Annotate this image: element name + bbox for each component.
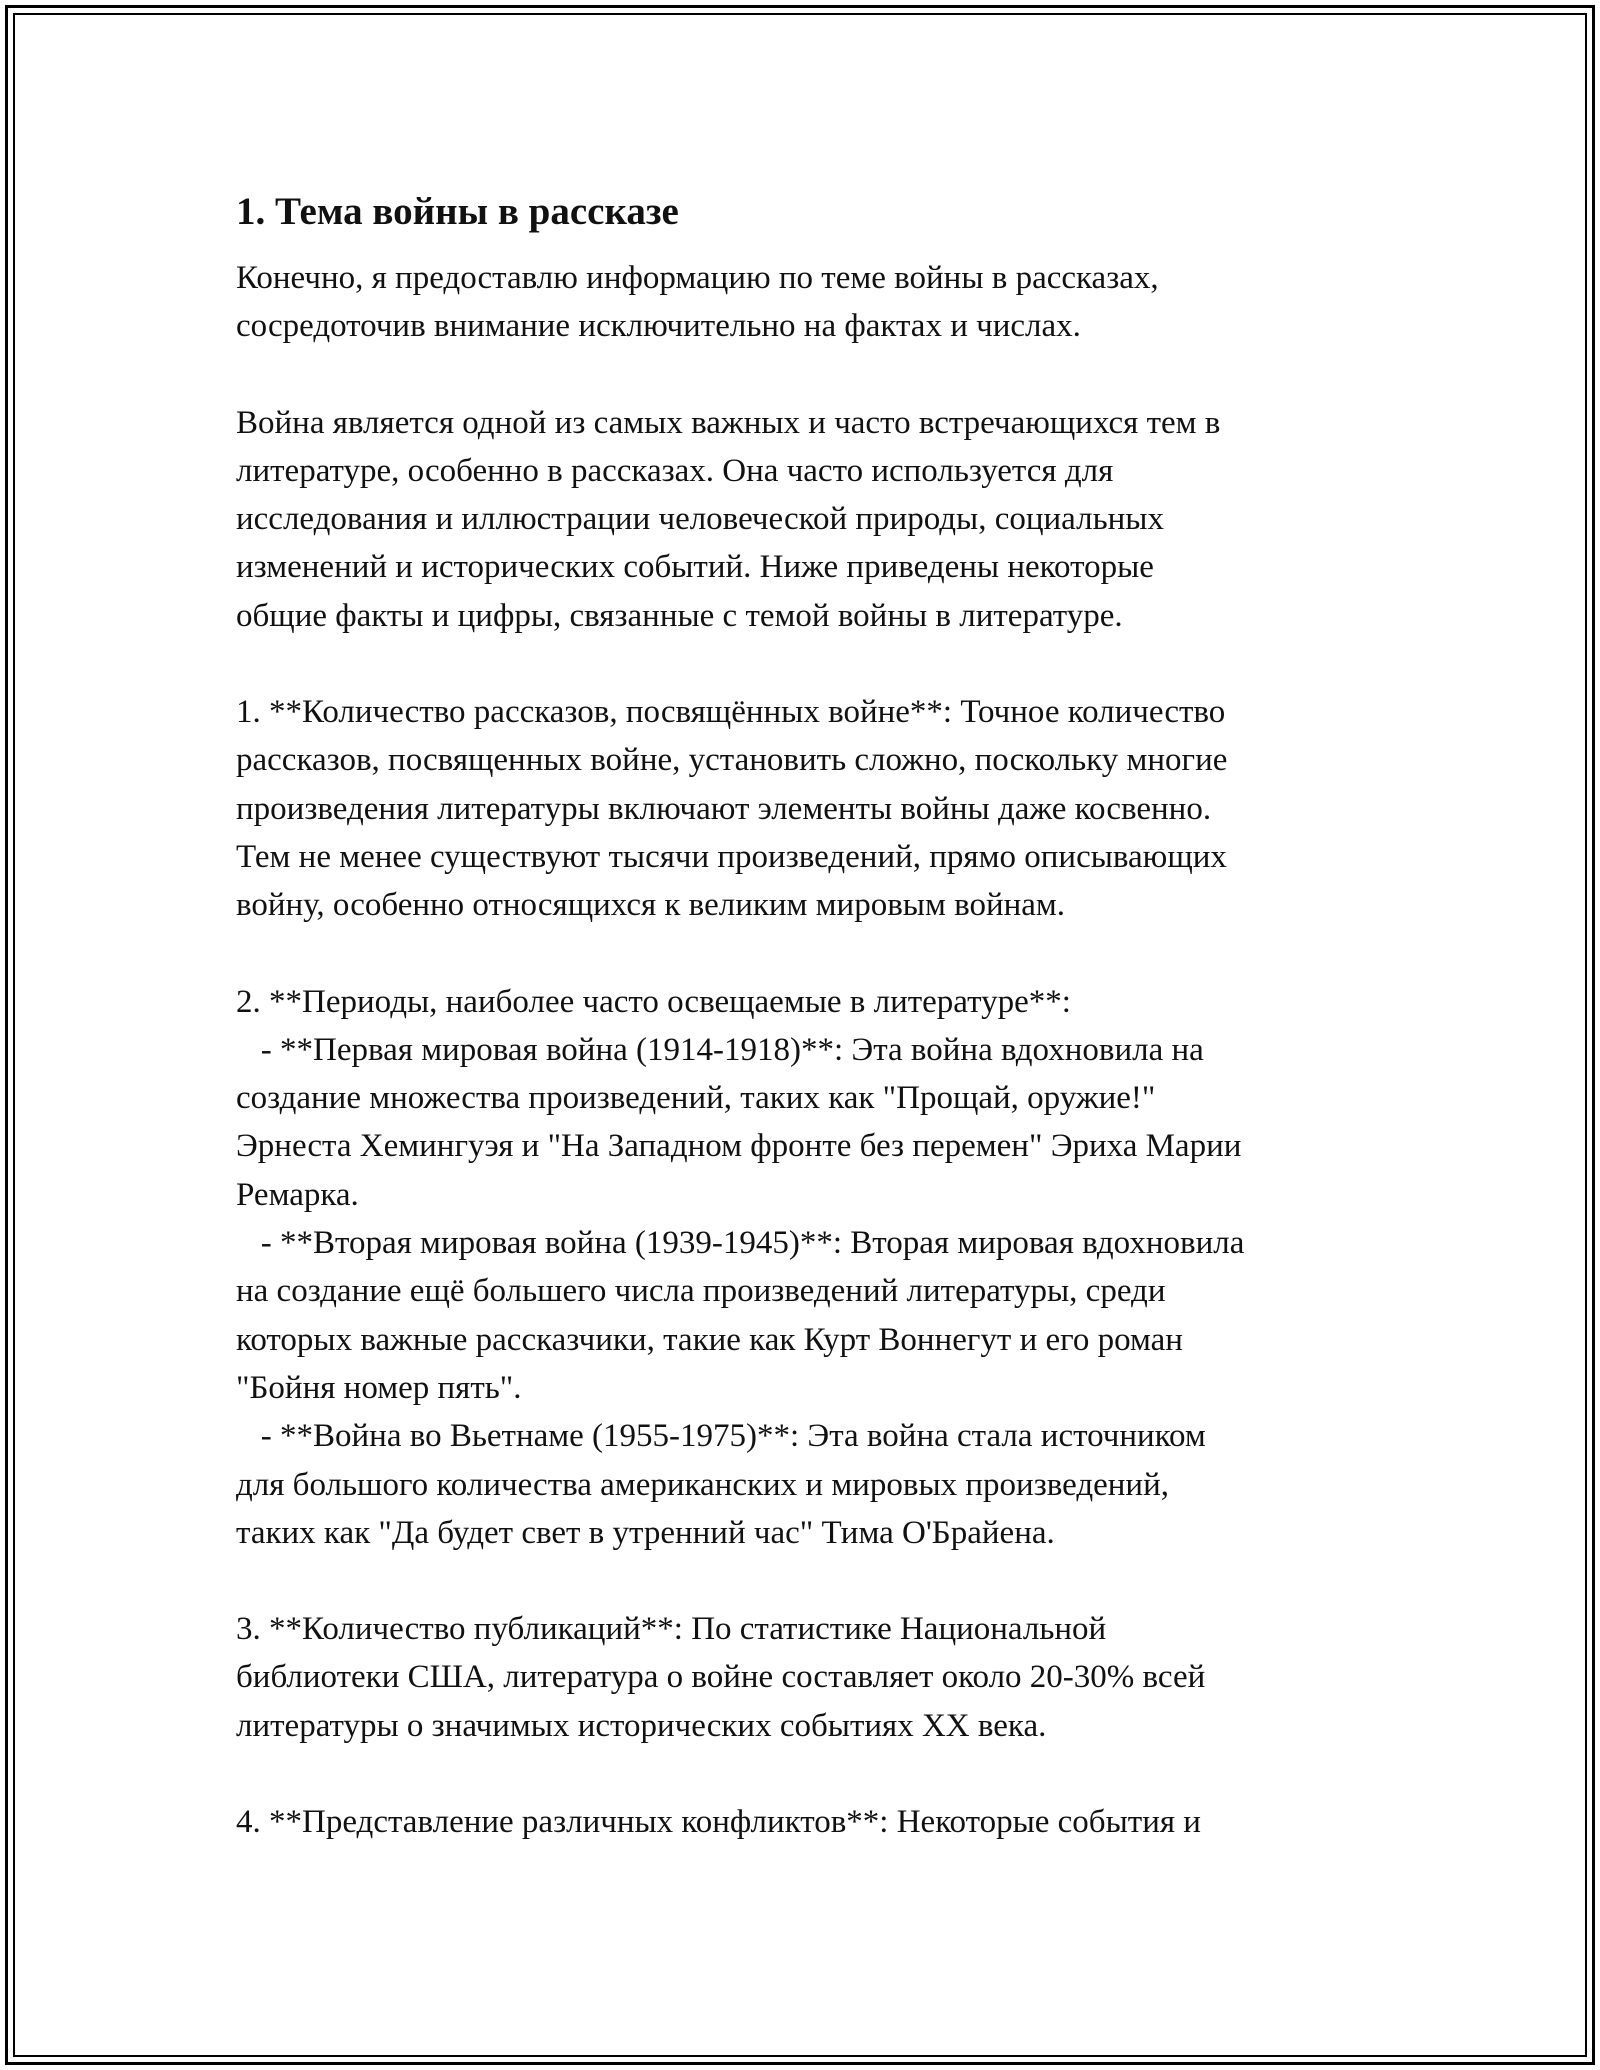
text-line: которых важные рассказчики, такие как Курт Воннегут и его роман: [236, 1321, 1183, 1358]
text-line: - **Вторая мировая война (1939-1945)**: Вторая мировая вдохновила: [236, 1225, 1245, 1262]
text-line: Тем не менее существуют тысячи произведений, прямо описывающих: [236, 838, 1227, 875]
text-line: библиотеки США, литература о войне составляет около 20-30% всей: [236, 1659, 1206, 1696]
text-line: Ремарка.: [236, 1176, 359, 1213]
text-line: Эрнеста Хемингуэя и "На Западном фронте без перемен" Эриха Марии: [236, 1128, 1242, 1165]
paragraph-item-4: [236, 1798, 1376, 1846]
paragraph-intro: [236, 254, 1376, 351]
text-line: 2. **Периоды, наиболее часто освещаемые в литературе**:: [236, 983, 1071, 1020]
text-line: - **Война во Вьетнаме (1955-1975)**: Эта война стала источником: [236, 1418, 1206, 1455]
text-line: для большого количества американских и мировых произведений,: [236, 1466, 1170, 1503]
text-line: на создание ещё большего числа произведений литературы, среди: [236, 1273, 1166, 1310]
text-line: 4. **Представление различных конфликтов**: Некоторые события и: [236, 1804, 1201, 1841]
text-line: сосредоточив внимание исключительно на фактах и числах.: [236, 308, 1081, 345]
text-line: изменений и исторических событий. Ниже приведены некоторые: [236, 549, 1154, 586]
paragraph-item-3: [236, 1605, 1376, 1750]
text-line: произведения литературы включают элементы войны даже косвенно.: [236, 790, 1212, 827]
paragraph-item-2: [236, 978, 1376, 1558]
text-line: литературы о значимых исторических событиях XX века.: [236, 1707, 1047, 1744]
text-line: "Бойня номер пять".: [236, 1369, 522, 1406]
text-line: таких как "Да будет свет в утренний час" Тима О'Брайена.: [236, 1514, 1055, 1551]
document-body: [236, 186, 1376, 1894]
text-line: Конечно, я предоставлю информацию по теме войны в рассказах,: [236, 260, 1159, 296]
text-line: рассказов, посвященных войне, установить сложно, поскольку многие: [236, 742, 1228, 779]
paragraph-overview: [236, 399, 1376, 640]
text-line: исследования и иллюстрации человеческой природы, социальных: [236, 501, 1164, 538]
text-line: Война является одной из самых важных и часто встречающихся тем в: [236, 404, 1221, 441]
text-line: создание множества произведений, таких как "Прощай, оружие!": [236, 1080, 1156, 1117]
text-line: войну, особенно относящихся к великим мировым войнам.: [236, 887, 1066, 924]
text-line: 3. **Количество публикаций**: По статистике Национальной: [236, 1611, 1107, 1648]
document-heading: 1. Тема войны в рассказе: [236, 190, 679, 233]
text-line: литературе, особенно в рассказах. Она часто используется для: [236, 452, 1114, 489]
text-line: - **Первая мировая война (1914-1918)**: Эта война вдохновила на: [236, 1031, 1204, 1068]
text-line: общие факты и цифры, связанные с темой войны в литературе.: [236, 597, 1123, 634]
paragraph-item-1: [236, 688, 1376, 929]
text-line: 1. **Количество рассказов, посвящённых войне**: Точное количество: [236, 694, 1226, 731]
